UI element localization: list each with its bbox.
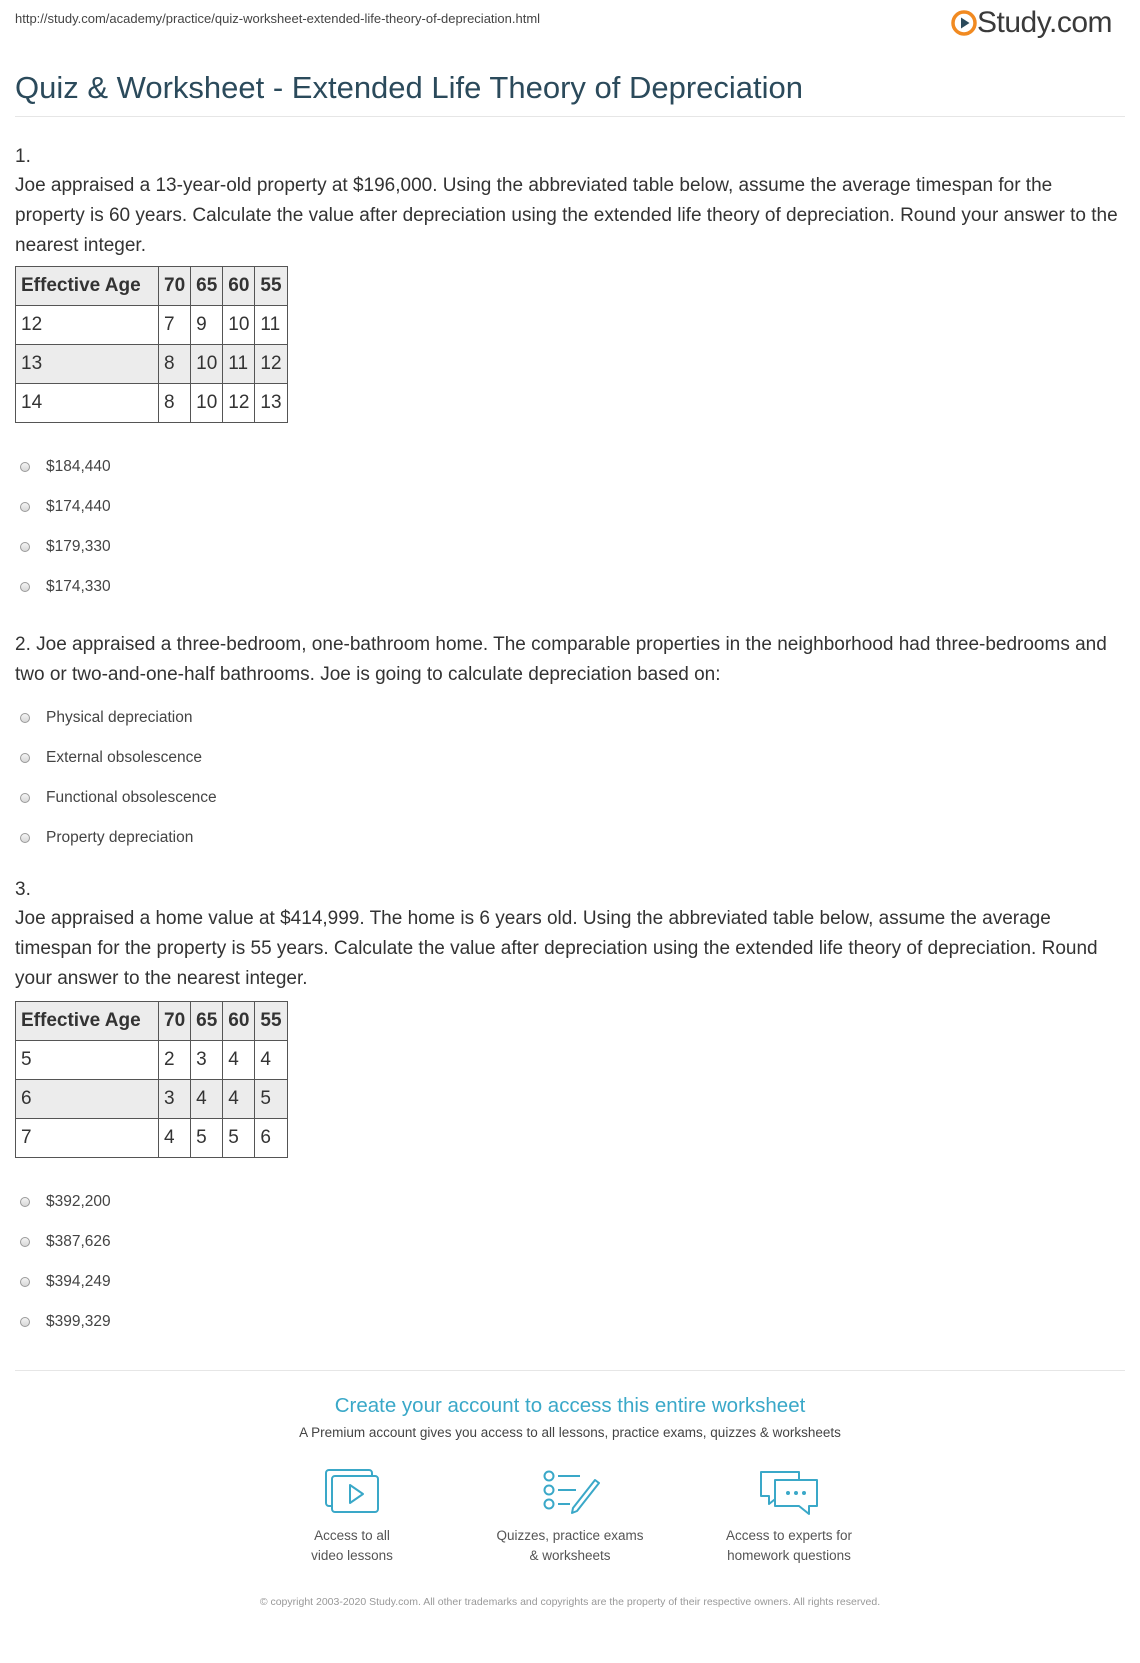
radio-button[interactable] (20, 502, 30, 512)
premium-description: A Premium account gives you access to all lessons, practice exams, quizzes & worksheets (299, 1425, 841, 1440)
table-header-row (16, 1002, 288, 1041)
table-cell: 10 (191, 384, 223, 423)
table-cell: 3 (159, 1080, 191, 1119)
answer-option-label: $392,200 (46, 1193, 111, 1210)
question-1-number: 1. (15, 146, 31, 167)
answer-option[interactable] (20, 738, 217, 778)
table-header-row (16, 267, 288, 306)
question-3-age-table (15, 1001, 288, 1158)
radio-button[interactable] (20, 462, 30, 472)
feature-label (242, 1526, 462, 1566)
answer-option[interactable] (20, 698, 217, 738)
table-cell: 4 (191, 1080, 223, 1119)
feature-video-lessons (242, 1468, 462, 1566)
feature-label-line: homework questions (727, 1548, 851, 1563)
feature-label (679, 1526, 899, 1566)
answer-option[interactable] (20, 1302, 111, 1342)
radio-button[interactable] (20, 1237, 30, 1247)
answer-option-label: Functional obsolescence (46, 789, 217, 806)
table-cell: 4 (255, 1041, 287, 1080)
answer-option[interactable] (20, 487, 111, 527)
table-cell: 9 (191, 306, 223, 345)
answer-option-label: External obsolescence (46, 749, 202, 766)
answer-option-label: Property depreciation (46, 829, 194, 846)
radio-button[interactable] (20, 1277, 30, 1287)
logo-text: Study.com (977, 6, 1112, 39)
table-cell: 6 (16, 1080, 159, 1119)
study-logo[interactable] (951, 6, 1112, 40)
table-cell: 10 (223, 306, 255, 345)
table-cell: 4 (223, 1080, 255, 1119)
create-account-link[interactable]: Create your account to access this entire worksheet (334, 1394, 806, 1417)
table-cell: 5 (223, 1119, 255, 1158)
table-header-cell: 55 (255, 267, 287, 306)
question-1-text: Joe appraised a 13-year-old property at $196,000. Using the abbreviated table below, assume the average timespan for the property is 60 years. Calculate the value after depreciation using the extended life theory of depreciation. Round your answer to the nearest integer. (15, 175, 1118, 256)
answer-option-label: $387,626 (46, 1233, 111, 1250)
radio-button[interactable] (20, 582, 30, 592)
table-header-cell: 55 (255, 1002, 287, 1041)
table-cell: 2 (159, 1041, 191, 1080)
table-cell: 7 (16, 1119, 159, 1158)
table-header-cell: 65 (191, 267, 223, 306)
radio-button[interactable] (20, 793, 30, 803)
question-2-body: Joe appraised a three-bedroom, one-bathroom home. The comparable properties in the neighborhood had three-bedrooms and two or two-and-one-half bathrooms. Joe is going to calculate depreciation based on: (15, 634, 1107, 685)
table-cell: 4 (159, 1119, 191, 1158)
answer-option-label: $174,330 (46, 578, 111, 595)
answer-option[interactable] (20, 1182, 111, 1222)
feature-label-line: Quizzes, practice exams (496, 1528, 644, 1543)
feature-label-line: & worksheets (529, 1548, 611, 1563)
answer-option[interactable] (20, 818, 217, 858)
table-header-cell: 70 (159, 1002, 191, 1041)
cta-divider (15, 1370, 1125, 1371)
answer-option-label: Physical depreciation (46, 709, 193, 726)
table-row (16, 1119, 288, 1158)
radio-button[interactable] (20, 1197, 30, 1207)
radio-button[interactable] (20, 833, 30, 843)
table-cell: 7 (159, 306, 191, 345)
radio-button[interactable] (20, 1317, 30, 1327)
table-cell: 12 (16, 306, 159, 345)
table-header-cell: 60 (223, 1002, 255, 1041)
radio-button[interactable] (20, 713, 30, 723)
table-row (16, 1080, 288, 1119)
copyright-notice: © copyright 2003-2020 Study.com. All other trademarks and copyrights are the property of their respective owners. All rights reserved. (259, 1596, 881, 1608)
table-row (16, 1041, 288, 1080)
table-cell: 11 (223, 345, 255, 384)
table-cell: 13 (16, 345, 159, 384)
video-lesson-icon (322, 1468, 382, 1518)
table-cell: 12 (223, 384, 255, 423)
table-cell: 12 (255, 345, 287, 384)
table-cell: 6 (255, 1119, 287, 1158)
answer-option-label: $174,440 (46, 498, 111, 515)
table-cell: 11 (255, 306, 287, 345)
question-3-text: Joe appraised a home value at $414,999. The home is 6 years old. Using the abbreviated table below, assume the average timespan for the property is 55 years. Calculate the value after depreciation using the extended life theory of depreciation. Round your answer to the nearest integer. (15, 908, 1098, 989)
table-cell: 13 (255, 384, 287, 423)
table-cell: 5 (255, 1080, 287, 1119)
feature-label-line: video lessons (311, 1548, 393, 1563)
feature-label (460, 1526, 680, 1566)
question-2-number: 2. (15, 634, 31, 655)
answer-option[interactable] (20, 778, 217, 818)
answer-option[interactable] (20, 567, 111, 607)
feature-label-line: Access to all (314, 1528, 390, 1543)
table-cell: 4 (223, 1041, 255, 1080)
table-row (16, 345, 288, 384)
table-cell: 10 (191, 345, 223, 384)
answer-option-label: $399,329 (46, 1313, 111, 1330)
question-3-number: 3. (15, 879, 31, 900)
quiz-checklist-icon (540, 1468, 600, 1518)
table-cell: 5 (16, 1041, 159, 1080)
answer-option[interactable] (20, 1262, 111, 1302)
feature-experts (679, 1468, 899, 1566)
feature-label-line: Access to experts for (725, 1528, 853, 1543)
answer-option-label: $184,440 (46, 458, 111, 475)
table-header-cell: 65 (191, 1002, 223, 1041)
question-1-options (20, 447, 111, 607)
question-3-options (20, 1182, 111, 1342)
answer-option-label: $179,330 (46, 538, 111, 555)
table-cell: 8 (159, 345, 191, 384)
table-cell: 14 (16, 384, 159, 423)
table-row (16, 384, 288, 423)
feature-quizzes (460, 1468, 680, 1566)
table-row (16, 306, 288, 345)
question-2-options (20, 698, 217, 858)
title-divider (15, 116, 1125, 117)
table-header-cell: 70 (159, 267, 191, 306)
table-header-cell: Effective Age (16, 1002, 159, 1041)
page-url: http://study.com/academy/practice/quiz-worksheet-extended-life-theory-of-depreciation.html (15, 11, 541, 26)
answer-option[interactable] (20, 527, 111, 567)
play-logo-icon (951, 10, 977, 36)
table-header-cell: 60 (223, 267, 255, 306)
page-title: Quiz & Worksheet - Extended Life Theory of Depreciation (15, 70, 804, 105)
answer-option[interactable] (20, 1222, 111, 1262)
table-cell: 3 (191, 1041, 223, 1080)
answer-option[interactable] (20, 447, 111, 487)
table-cell: 5 (191, 1119, 223, 1158)
question-1-age-table (15, 266, 288, 423)
answer-option-label: $394,249 (46, 1273, 111, 1290)
question-2-text (15, 630, 1125, 690)
table-header-cell: Effective Age (16, 267, 159, 306)
table-cell: 8 (159, 384, 191, 423)
radio-button[interactable] (20, 542, 30, 552)
radio-button[interactable] (20, 753, 30, 763)
chat-bubble-icon (757, 1468, 821, 1518)
